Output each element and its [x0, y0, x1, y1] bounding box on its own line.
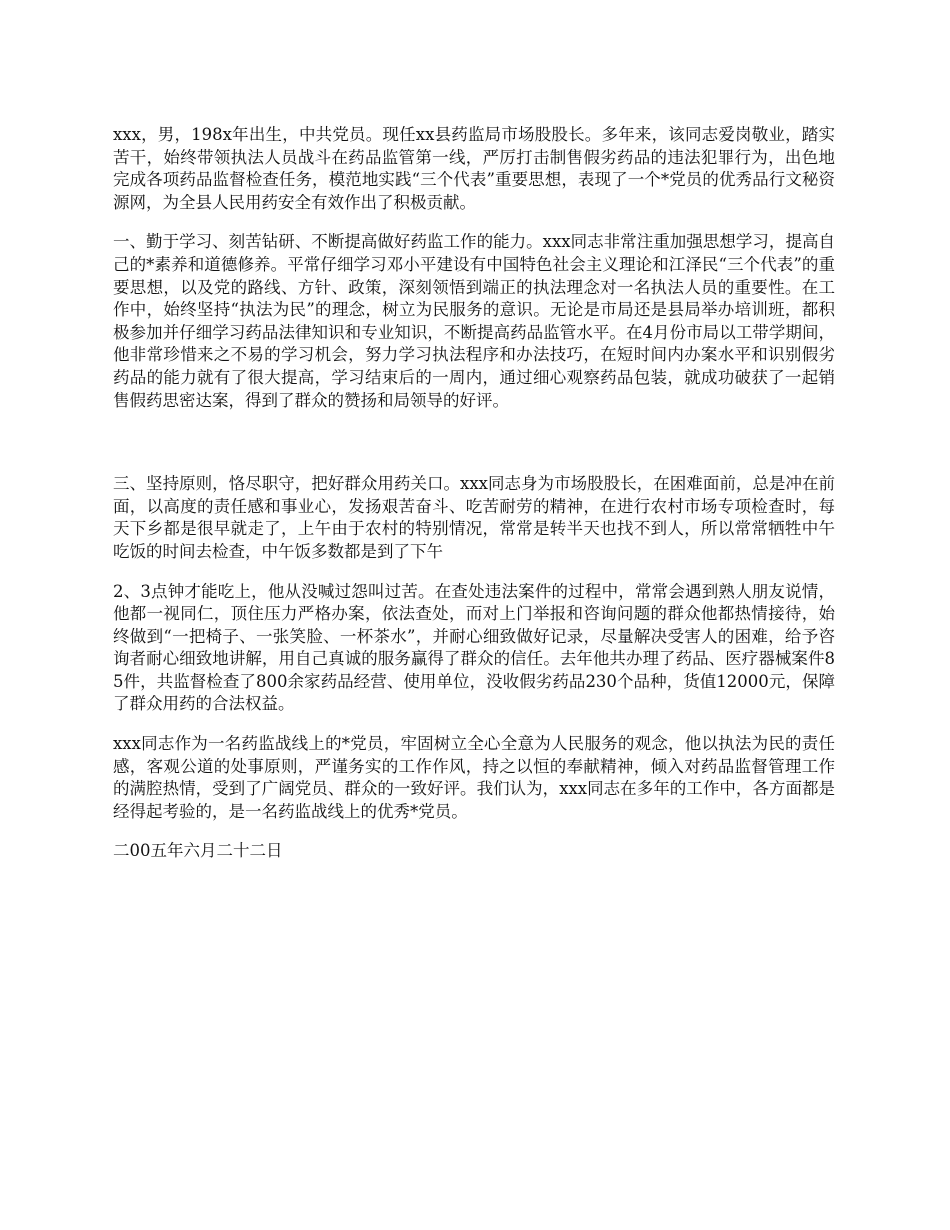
paragraph-section-three-continued: 2、3点钟才能吃上，他从没喊过怨叫过苦。在查处违法案件的过程中，常常会遇到熟人朋友说情，他都一视同仁，顶住压力严格办案，依法查处，而对上门举报和咨询问题的群众他都热情接待，始终做到“一把椅子、一张笑脸、一杯茶水”，并耐心细致做好记录，尽量解决受害人的困难，给予咨询者耐心细致地讲解，用自己真诚的服务赢得了群众的信任。去年他共办理了药品、医疗器械案件85件，共监督检查了800余家药品经营、使用单位，没收假劣药品230个品种，货值12000元，保障了群众用药的合法权益。 — [113, 581, 835, 714]
paragraph-conclusion: xxx同志作为一名药监战线上的*党员，牢固树立全心全意为人民服务的观念，他以执法为民的责任感，客观公道的处事原则，严谨务实的工作作风，持之以恒的奉献精神，倾入对药品监督管理工作的满腔热情，受到了广阔党员、群众的一致好评。我们认为，xxx同志在多年的工作中，各方面都是经得起考验的，是一名药监战线上的优秀*党员。 — [113, 734, 835, 821]
paragraph-intro: xxx，男，198x年出生，中共党员。现任xx县药监局市场股股长。多年来，该同志爱岗敬业，踏实苦干，始终带领执法人员战斗在药品监管第一线，严厉打击制售假劣药品的违法犯罪行为，出色地完成各项药品监督检查任务，模范地实践“三个代表”重要思想，表现了一个*党员的优秀品行文秘资源网，为全县人民用药安全有效作出了积极贡献。 — [113, 125, 835, 212]
paragraph-section-three: 三、坚持原则，恪尽职守，把好群众用药关口。xxx同志身为市场股股长，在困难面前，总是冲在前面，以高度的责任感和事业心，发扬艰苦奋斗、吃苦耐劳的精神，在进行农村市场专项检查时，每天下乡都是很早就走了，上午由于农村的特别情况，常常是转半天也找不到人，所以常常牺牲中午吃饭的时间去检查，中午饭多数都是到了下午 — [113, 474, 835, 561]
document-page — [113, 124, 835, 863]
document-date: 二00五年六月二十二日 — [113, 841, 283, 861]
paragraph-section-one: 一、勤于学习、刻苦钻研、不断提高做好药监工作的能力。xxx同志非常注重加强思想学习，提高自己的*素养和道德修养。平常仔细学习邓小平建设有中国特色社会主义理论和江泽民“三个代表”的重要思想，以及党的路线、方针、政策，深刻领悟到端正的执法理念对一名执法人员的重要性。在工作中，始终坚持“执法为民”的理念，树立为民服务的意识。无论是市局还是县局举办培训班，都积极参加并仔细学习药品法律知识和专业知识，不断提高药品监管水平。在4月份市局以工带学期间，他非常珍惜来之不易的学习机会，努力学习执法程序和办法技巧，在短时间内办案水平和识别假劣药品的能力就有了很大提高，学习结束后的一周内，通过细心观察药品包装，就成功破获了一起销售假药思密达案，得到了群众的赞扬和局领导的好评。 — [113, 232, 835, 410]
